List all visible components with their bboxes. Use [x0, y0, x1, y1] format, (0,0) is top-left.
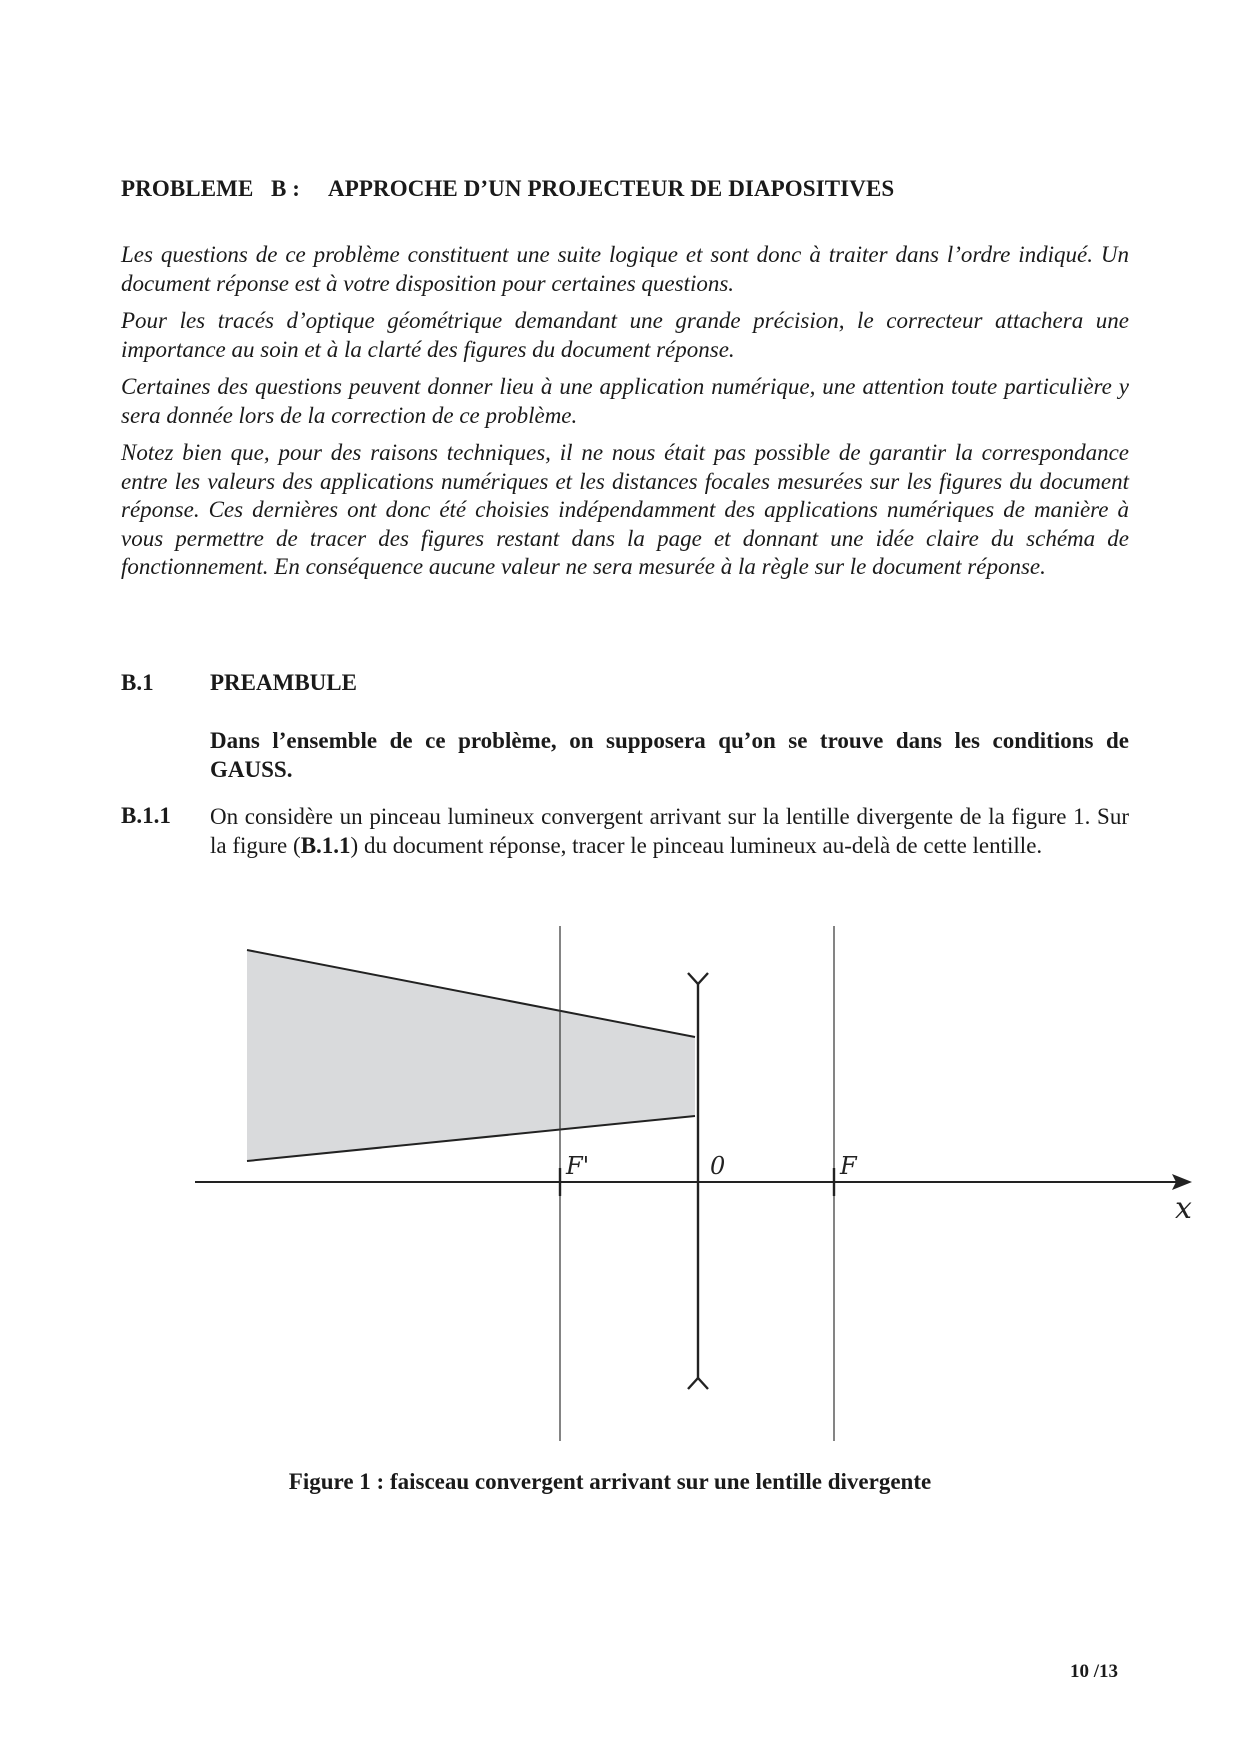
question-text: [210, 803, 1129, 860]
intro-instructions: [121, 241, 1129, 591]
intro-paragraph: Certaines des questions peuvent donner lieu à une application numérique, une attention toute particulière y sera donnée lors de la correction de ce problème.: [121, 374, 1129, 428]
convergent-beam: [247, 950, 695, 1161]
page-number: 10 /13: [1070, 1661, 1119, 1682]
problem-title: PROBLEME B : APPROCHE D’UN PROJECTEUR DE DIAPOSITIVES: [121, 176, 895, 201]
section-title: PREAMBULE: [210, 670, 357, 695]
figure-caption-text: Figure 1 : faisceau convergent arrivant sur une lentille divergente: [288, 1469, 932, 1494]
intro-paragraph: Notez bien que, pour des raisons techniques, il ne nous était pas possible de garantir la correspondance entre les valeurs des applications numériques et les distances focales mesurées sur les figures du document réponse. Ces dernières ont donc été choisies indépendamment des applications numériques de manière à vous permettre de tracer des figures restant dans la page et donnant une idée claire du schéma de fonctionnement. En conséquence aucune valeur ne sera mesurée à la règle sur le document réponse.: [121, 440, 1129, 579]
section-number: B.1: [121, 670, 154, 695]
axis-label-x: x: [1175, 1191, 1192, 1226]
label-origin: 0: [710, 1152, 726, 1180]
intro-paragraph: Pour les tracés d’optique géométrique demandant une grande précision, le correcteur attachera une importance au soin et à la clarté des figures du document réponse.: [121, 308, 1129, 362]
figure-reference: B.1.1: [300, 832, 351, 858]
gauss-conditions-note: Dans l’ensemble de ce problème, on supposera qu’on se trouve dans les conditions de GAUSS.: [210, 728, 1129, 782]
label-f-prime: F': [566, 1152, 590, 1180]
optics-figure: [0, 920, 1240, 1460]
intro-paragraph: Les questions de ce problème constituent une suite logique et sont donc à traiter dans l’ordre indiqué. Un document réponse est à votre disposition pour certaines questions.: [121, 242, 1129, 296]
question-text-start: On considère un pinceau lumineux convergent arrivant sur la lentille divergente de la figure 1. Sur la figure (: [210, 804, 1129, 858]
question-number: B.1.1: [121, 803, 171, 828]
figure-caption: [0, 1469, 1240, 1495]
label-f: F: [840, 1152, 857, 1180]
question-text-end: ) du document réponse, tracer le pinceau lumineux au-delà de cette lentille.: [350, 832, 1043, 858]
